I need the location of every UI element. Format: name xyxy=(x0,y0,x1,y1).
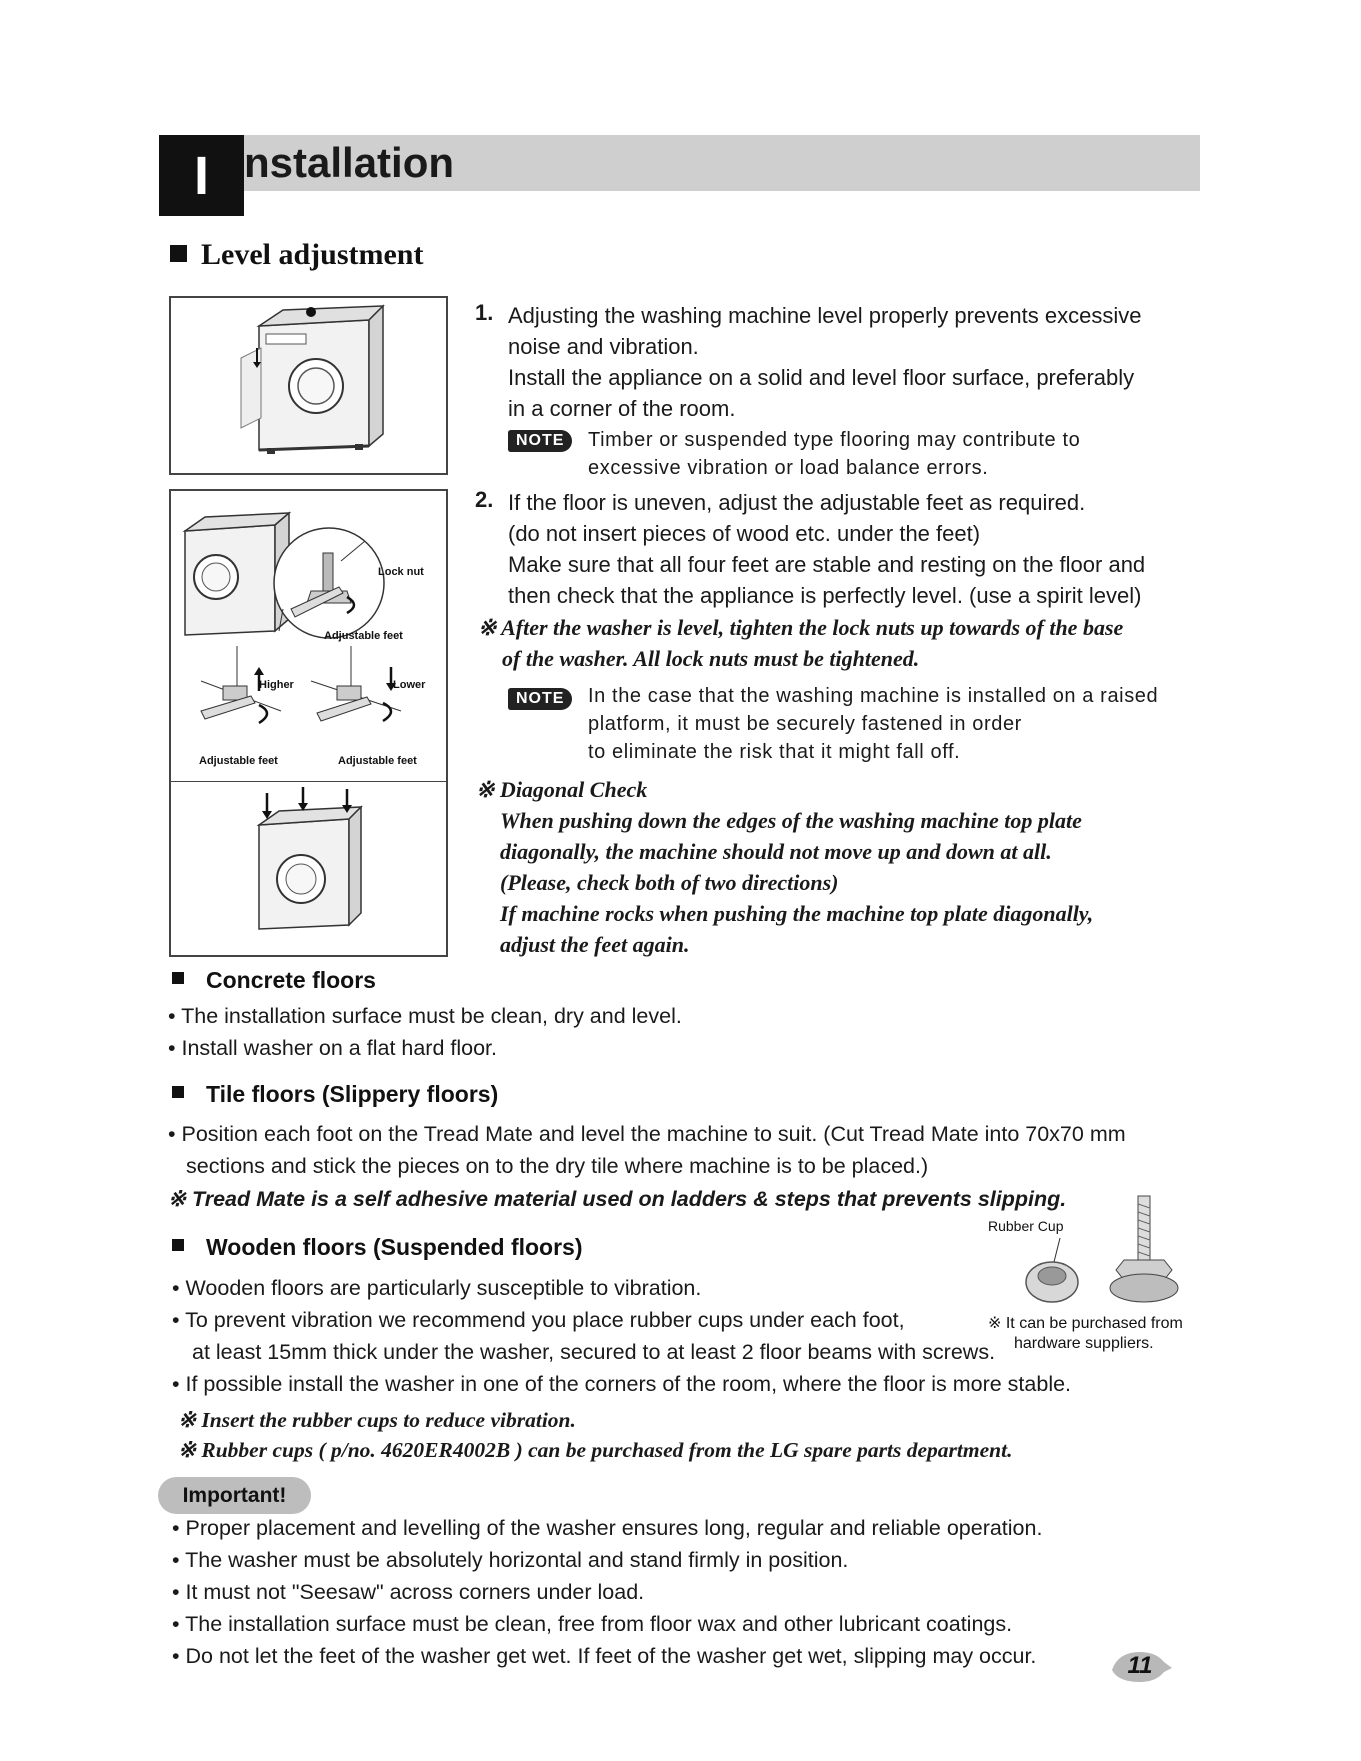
note-line: platform, it must be securely fastened in order xyxy=(588,713,1022,735)
square-bullet-icon xyxy=(172,1086,184,1098)
step-1-line: in a corner of the room. xyxy=(508,396,736,421)
rubber-cup-part-note: ※ Rubber cups ( p/no. 4620ER4002B ) can be purchased from the LG spare parts department. xyxy=(178,1438,1013,1462)
tile-floors-list xyxy=(168,1118,1126,1182)
adjustable-feet-label: Adjustable feet xyxy=(324,630,403,642)
tile-floors-title: Tile floors (Slippery floors) xyxy=(206,1081,499,1107)
list-item: • Install washer on a flat hard floor. xyxy=(168,1036,498,1060)
wooden-floors-heading xyxy=(172,1232,583,1262)
note-line: to eliminate the risk that it might fall off. xyxy=(588,741,961,763)
lock-nut-label: Lock nut xyxy=(378,566,424,578)
step-2-line: If the floor is uneven, adjust the adjustable feet as required. xyxy=(508,490,1086,515)
square-bullet-icon xyxy=(170,245,187,262)
important-badge: Important! xyxy=(158,1477,311,1514)
lock-nut-note xyxy=(478,612,1123,674)
diagonal-check xyxy=(476,774,1093,960)
step-2-text xyxy=(508,487,1145,611)
wooden-floors-list xyxy=(172,1272,1071,1400)
note-line: Timber or suspended type flooring may contribute to xyxy=(588,429,1081,451)
square-bullet-icon xyxy=(172,1239,184,1251)
purchase-note-2: hardware suppliers. xyxy=(1014,1335,1154,1352)
diagonal-check-line: (Please, check both of two directions) xyxy=(500,870,839,895)
list-item: sections and stick the pieces on to the dry tile where machine is to be placed.) xyxy=(186,1154,929,1178)
italic-note-line: ※ After the washer is level, tighten the lock nuts up towards of the base xyxy=(478,615,1124,640)
header-initial-letter: I xyxy=(193,146,209,206)
list-item: • The washer must be absolutely horizontal and stand firmly in position. xyxy=(172,1548,849,1572)
step-2-line: then check that the appliance is perfectly level. (use a spirit level) xyxy=(508,583,1142,608)
wooden-floors-notes xyxy=(178,1405,1012,1465)
adjustable-feet-illustration xyxy=(171,491,446,781)
lower-label: Lower xyxy=(393,679,426,691)
step-2-note-badge: NOTE xyxy=(508,688,572,710)
illustration-adjustable-feet xyxy=(169,489,448,957)
concrete-floors-list xyxy=(168,1000,682,1064)
panel-divider xyxy=(171,781,446,782)
rubber-cup-note: ※ Insert the rubber cups to reduce vibration. xyxy=(178,1408,576,1432)
section-title-text: Level adjustment xyxy=(201,238,424,271)
step-1-note xyxy=(588,426,1080,482)
washer-on-floor-illustration xyxy=(171,298,446,473)
tread-mate-note: ※ Tread Mate is a self adhesive material used on ladders & steps that prevents slipping. xyxy=(168,1187,1067,1211)
diagonal-check-illustration xyxy=(171,785,446,955)
concrete-floors-heading xyxy=(172,965,376,995)
italic-note-line: of the washer. All lock nuts must be tightened. xyxy=(502,646,920,671)
adjustable-feet-right-label: Adjustable feet xyxy=(338,755,417,767)
step-1-line: Install the appliance on a solid and level floor surface, preferably xyxy=(508,365,1135,390)
concrete-floors-title: Concrete floors xyxy=(206,967,376,993)
list-item: • To prevent vibration we recommend you place rubber cups under each foot, xyxy=(172,1308,905,1332)
page-number: 11 xyxy=(1127,1652,1153,1679)
purchase-note: ※ It can be purchased from xyxy=(988,1315,1183,1332)
important-list xyxy=(172,1512,1042,1672)
list-item: • The installation surface must be clean, free from floor wax and other lubricant coatings. xyxy=(172,1612,1013,1636)
diagonal-check-title: ※ Diagonal Check xyxy=(476,777,648,802)
step-2-note xyxy=(588,682,1158,766)
list-item: • Position each foot on the Tread Mate and level the machine to suit. (Cut Tread Mate into 70x70 mm xyxy=(168,1122,1126,1146)
step-1-line: Adjusting the washing machine level properly prevents excessive xyxy=(508,303,1142,328)
step-1-text xyxy=(508,300,1141,424)
list-item: • The installation surface must be clean, dry and level. xyxy=(168,1004,682,1028)
list-item: at least 15mm thick under the washer, secured to at least 2 floor beams with screws. xyxy=(192,1340,996,1364)
step-1-number: 1. xyxy=(475,300,494,325)
adjustable-feet-left-label: Adjustable feet xyxy=(199,755,278,767)
square-bullet-icon xyxy=(172,972,184,984)
step-1-line: noise and vibration. xyxy=(508,334,699,359)
diagonal-check-line: adjust the feet again. xyxy=(500,932,690,957)
diagonal-check-line: If machine rocks when pushing the machine top plate diagonally, xyxy=(500,901,1094,926)
section-title xyxy=(170,235,423,275)
page-title: nstallation xyxy=(244,139,455,186)
step-1-note-badge: NOTE xyxy=(508,430,572,452)
step-2-line: Make sure that all four feet are stable and resting on the floor and xyxy=(508,552,1146,577)
tile-floors-heading xyxy=(172,1079,498,1109)
note-line: excessive vibration or load balance errors. xyxy=(588,457,989,479)
diagonal-check-line: When pushing down the edges of the washing machine top plate xyxy=(500,808,1082,833)
diagonal-check-line: diagonally, the machine should not move up and down at all. xyxy=(500,839,1052,864)
rubber-cup-label: Rubber Cup xyxy=(988,1218,1064,1234)
step-2-line: (do not insert pieces of wood etc. under the feet) xyxy=(508,521,981,546)
list-item: • If possible install the washer in one of the corners of the room, where the floor is more stable. xyxy=(172,1372,1072,1396)
step-2-number: 2. xyxy=(475,487,494,512)
list-item: • It must not "Seesaw" across corners under load. xyxy=(172,1580,645,1604)
note-line: In the case that the washing machine is installed on a raised xyxy=(588,685,1159,707)
higher-label: Higher xyxy=(259,679,294,691)
wooden-floors-title: Wooden floors (Suspended floors) xyxy=(206,1234,583,1260)
list-item: • Wooden floors are particularly susceptible to vibration. xyxy=(172,1276,702,1300)
list-item: • Do not let the feet of the washer get wet. If feet of the washer get wet, slipping may occur. xyxy=(172,1644,1037,1668)
list-item: • Proper placement and levelling of the washer ensures long, regular and reliable operation. xyxy=(172,1516,1043,1540)
rubber-cup-icon xyxy=(1000,1190,1200,1315)
illustration-washer-level xyxy=(169,296,448,475)
